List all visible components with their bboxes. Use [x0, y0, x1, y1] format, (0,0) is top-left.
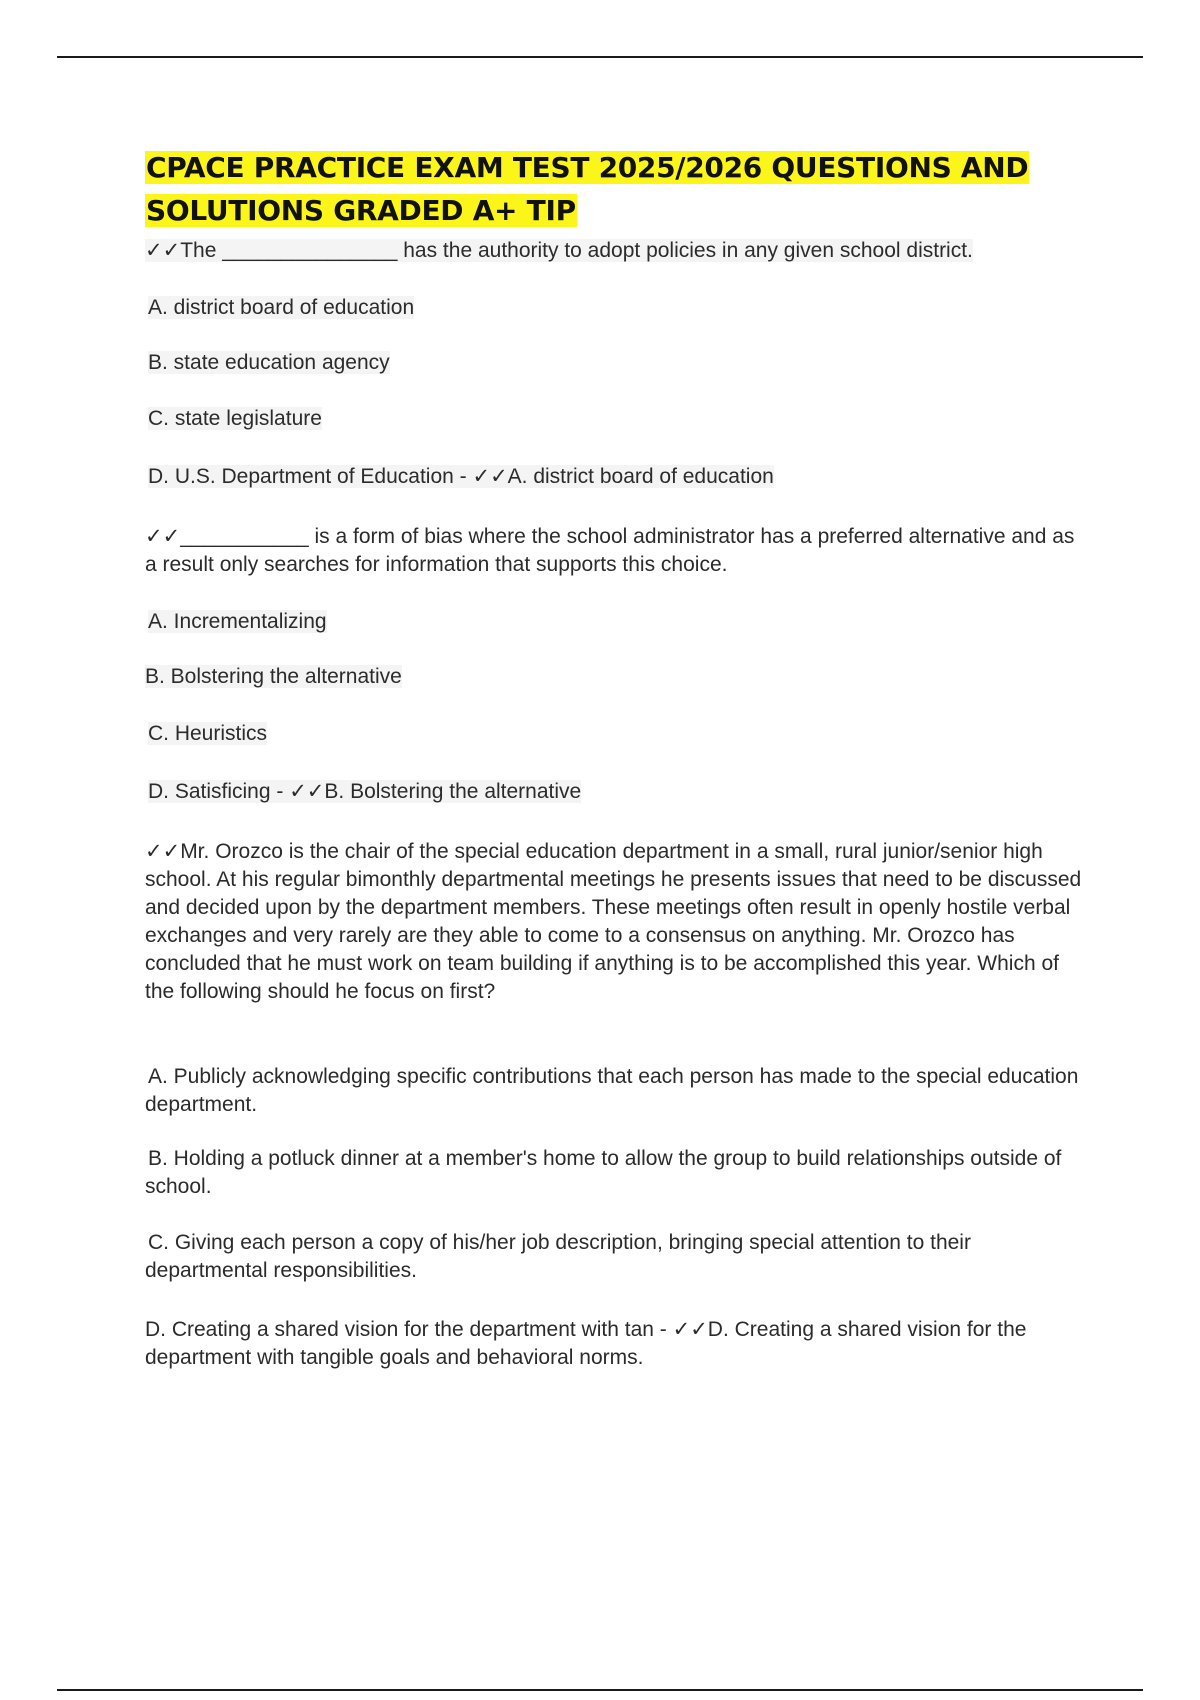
- question-1-option-b: B. state education agency: [148, 351, 390, 374]
- question-1-option-a: A. district board of education: [148, 296, 415, 319]
- document-header: [145, 146, 1085, 232]
- top-rule: [57, 56, 1143, 58]
- question-1-option-d-answer: D. U.S. Department of Education - ✓✓A. district board of education: [148, 465, 774, 488]
- question-3-option-a: A. Publicly acknowledging specific contributions that each person has made to the special education department.: [145, 1065, 1079, 1116]
- question-1-prompt: ✓✓The _______________ has the authority to adopt policies in any given school district.: [145, 239, 973, 262]
- question-3-option-c: C. Giving each person a copy of his/her job description, bringing special attention to their departmental responsibilities.: [145, 1231, 971, 1282]
- question-1-option-c: C. state legislature: [148, 407, 322, 430]
- question-3-prompt: ✓✓Mr. Orozco is the chair of the special education department in a small, rural junior/senior high school. At his regular bimonthly departmental meetings he presents issues that need to be discussed and decided upon by the department members. These meetings often result in openly hostile verbal exchanges and very rarely are they able to come to a consensus on anything. Mr. Orozco has concluded that he must work on team building if anything is to be accomplished this year. Which of the following should he focus on first?: [145, 840, 1082, 1003]
- bottom-rule: [57, 1689, 1143, 1691]
- question-2-option-d-answer: D. Satisficing - ✓✓B. Bolstering the alternative: [148, 780, 582, 803]
- document-title: CPACE PRACTICE EXAM TEST 2025/2026 QUESTIONS AND SOLUTIONS GRADED A+ TIP: [146, 151, 1029, 227]
- question-3-option-d-answer: D. Creating a shared vision for the department with tan - ✓✓D. Creating a shared vision for the department with tangible goals and behavioral norms.: [145, 1318, 1027, 1369]
- question-3-option-b: B. Holding a potluck dinner at a member's home to allow the group to build relationships outside of school.: [145, 1147, 1062, 1198]
- question-2-option-c: C. Heuristics: [148, 722, 268, 745]
- question-2-option-b: B. Bolstering the alternative: [145, 665, 402, 688]
- question-2-prompt: ✓✓___________ is a form of bias where the school administrator has a preferred alternative and as a result only searches for information that supports this choice.: [145, 525, 1075, 576]
- question-2-option-a: A. Incrementalizing: [148, 610, 327, 633]
